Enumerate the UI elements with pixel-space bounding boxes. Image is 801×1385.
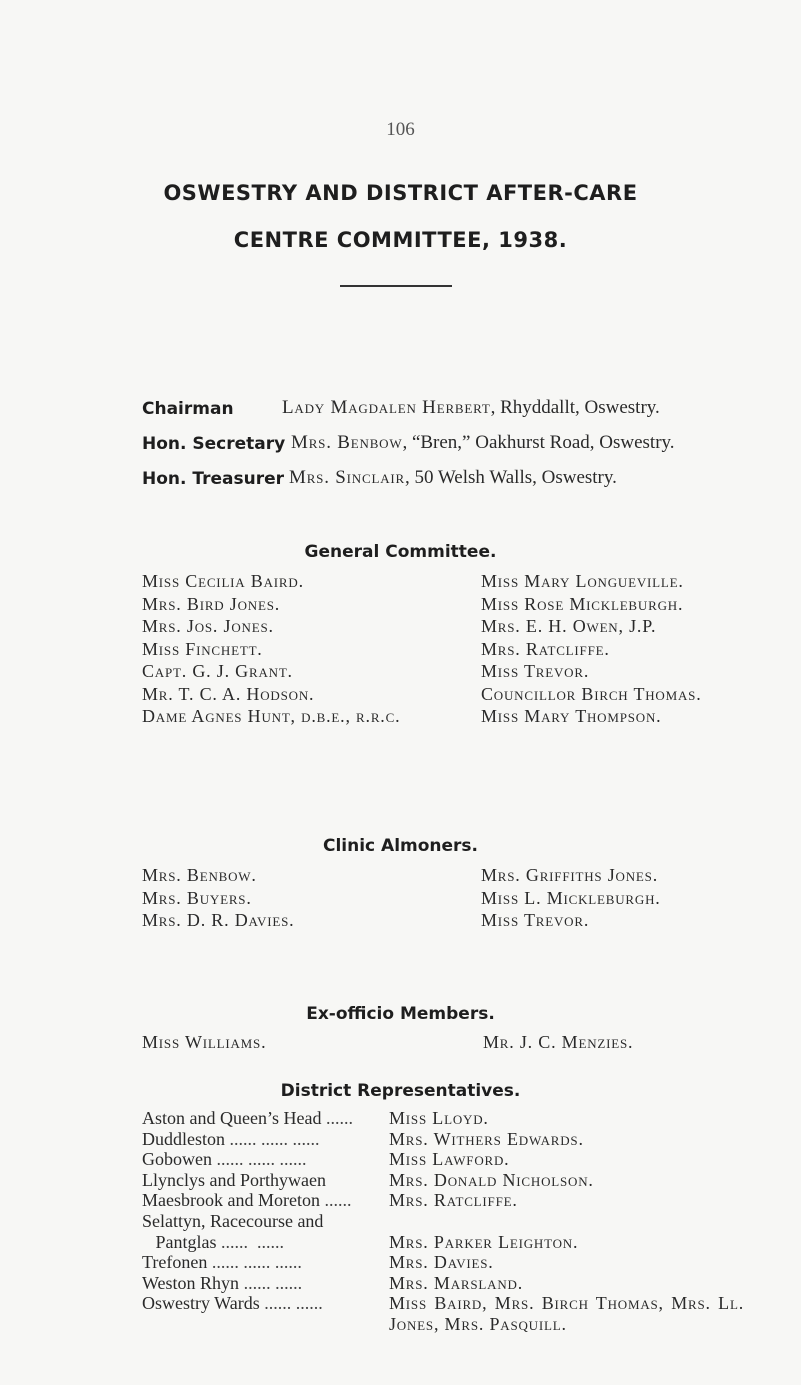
general-committee-right-list	[481, 570, 702, 728]
list-item: Mrs. Buyers.	[142, 887, 252, 908]
district-name: Weston Rhyn ...... ......	[142, 1272, 303, 1293]
treasurer-name: Mrs. Sinclair	[289, 467, 405, 488]
district-name: Llynclys and Porthywaen	[142, 1169, 326, 1190]
list-item: Mrs. D. R. Davies.	[142, 910, 295, 930]
treasurer-label: Hon. Treasurer	[142, 469, 285, 489]
district-representative: Mrs. Parker Leighton.	[389, 1231, 579, 1252]
table-row	[142, 1108, 782, 1129]
table-row	[142, 1273, 782, 1294]
district-name: Duddleston ...... ...... ......	[142, 1128, 320, 1149]
secretary-label: Hon. Secretary	[142, 434, 286, 454]
district-name: Pantglas ...... ......	[142, 1231, 284, 1252]
district-representative: Mrs. Davies.	[389, 1252, 494, 1273]
list-item: Dame Agnes Hunt, d.b.e., r.r.c.	[142, 706, 401, 726]
list-item: Councillor Birch Thomas.	[481, 683, 702, 704]
district-name: Gobowen ...... ...... ......	[142, 1149, 307, 1170]
district-representative: Mrs. Donald Nicholson.	[389, 1169, 594, 1190]
general-committee-left-list	[142, 570, 400, 728]
district-representative: Mrs. Withers Edwards.	[389, 1128, 584, 1149]
clinic-almoners-right-list	[481, 864, 661, 932]
district-representative: Miss Lawford.	[389, 1149, 510, 1170]
secretary-name: Mrs. Benbow	[291, 432, 403, 453]
list-item: Mrs. Bird Jones.	[142, 593, 281, 614]
list-item: Miss Cecilia Baird.	[142, 571, 304, 591]
district-name: Oswestry Wards ...... ......	[142, 1293, 323, 1314]
chairman-label: Chairman	[142, 399, 234, 419]
title-divider	[340, 285, 452, 287]
table-row	[142, 1170, 782, 1191]
secretary-detail: , “Bren,” Oakhurst Road, Oswestry.	[402, 432, 675, 453]
list-item: Mrs. E. H. Owen, J.P.	[481, 616, 657, 636]
table-row	[142, 1293, 782, 1334]
district-name: Trefonen ...... ...... ......	[142, 1252, 302, 1273]
list-item: Capt. G. J. Grant.	[142, 661, 293, 681]
table-row	[142, 1232, 782, 1253]
treasurer-entry	[289, 467, 617, 489]
chairman-name: Lady Magdalen Herbert	[282, 397, 491, 418]
district-representative: Mrs. Ratcliffe.	[389, 1190, 518, 1211]
clinic-almoners-left-list	[142, 864, 294, 932]
district-name: Maesbrook and Moreton ......	[142, 1190, 352, 1211]
ex-officio-member-left: Miss Williams.	[142, 1032, 267, 1052]
table-row	[142, 1252, 782, 1273]
list-item: Miss Trevor.	[481, 910, 590, 930]
district-representatives-heading: District Representatives.	[280, 1081, 521, 1101]
list-item: Miss Mary Longueville.	[481, 571, 684, 591]
list-item: Mr. T. C. A. Hodson.	[142, 683, 315, 704]
district-representative: Mrs. Marsland.	[389, 1272, 524, 1293]
list-item: Miss Trevor.	[481, 661, 590, 681]
clinic-almoners-heading: Clinic Almoners.	[322, 836, 479, 856]
list-item: Miss Rose Mickleburgh.	[481, 593, 684, 614]
list-item: Mrs. Griffiths Jones.	[481, 865, 659, 885]
district-representatives-table	[142, 1108, 782, 1335]
treasurer-detail: , 50 Welsh Walls, Oswestry.	[404, 467, 617, 488]
ex-officio-member-right: Mr. J. C. Menzies.	[483, 1032, 634, 1052]
table-row	[142, 1129, 782, 1150]
table-row	[142, 1190, 782, 1211]
chairman-detail: , Rhyddallt, Oswestry.	[490, 397, 660, 418]
table-row	[142, 1149, 782, 1170]
page-number: 106	[386, 119, 415, 140]
list-item: Miss Mary Thompson.	[481, 706, 662, 726]
list-item: Miss Finchett.	[142, 638, 263, 659]
chairman-entry	[282, 397, 660, 419]
district-representative: Miss Lloyd.	[389, 1108, 489, 1128]
district-representative: Miss Baird, Mrs. Birch Thomas, Mrs. Ll. Jones, Mrs. Pasquill.	[389, 1293, 744, 1334]
general-committee-heading: General Committee.	[304, 542, 497, 562]
list-item: Mrs. Ratcliffe.	[481, 638, 610, 659]
page-title-line-2: CENTRE COMMITTEE, 1938.	[233, 228, 568, 252]
list-item: Mrs. Jos. Jones.	[142, 616, 274, 636]
list-item: Mrs. Benbow.	[142, 865, 257, 885]
ex-officio-heading: Ex-officio Members.	[306, 1004, 495, 1024]
district-name: Aston and Queen’s Head ......	[142, 1108, 353, 1128]
list-item: Miss L. Mickleburgh.	[481, 887, 661, 908]
secretary-entry	[291, 432, 675, 454]
table-row	[142, 1211, 782, 1232]
district-name: Selattyn, Racecourse and	[142, 1210, 324, 1231]
page-title-line-1: OSWESTRY AND DISTRICT AFTER-CARE	[163, 181, 638, 205]
